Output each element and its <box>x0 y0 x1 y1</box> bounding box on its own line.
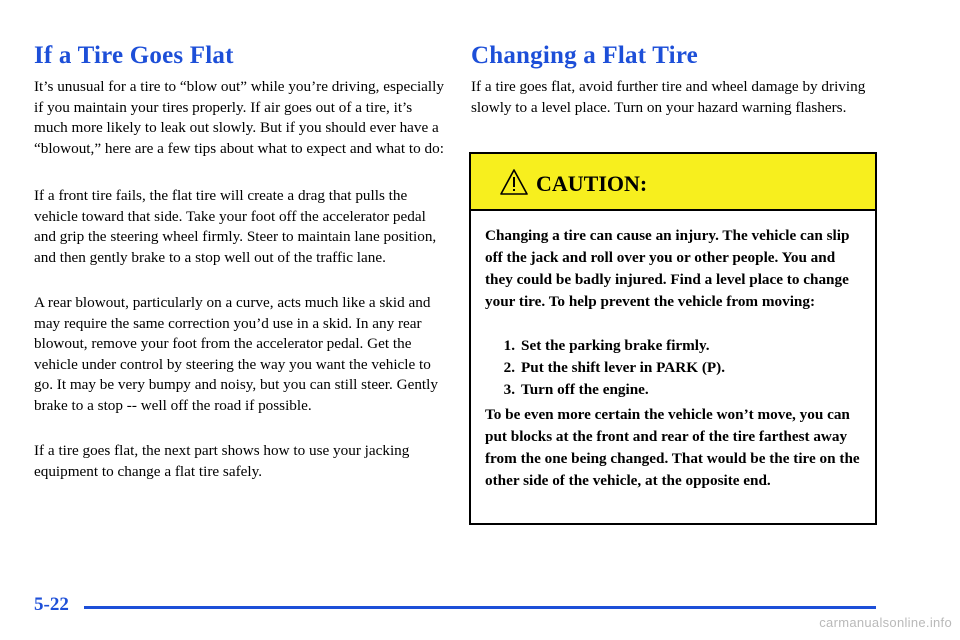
step-number: 2. <box>503 359 515 376</box>
watermark: carmanualsonline.info <box>819 615 952 630</box>
list-item <box>493 379 853 401</box>
footer-rule <box>84 606 876 609</box>
step-number: 3. <box>503 381 515 398</box>
caution-text-blocks: To be even more certain the vehicle won’t move, you can put blocks at the front and rear of the tire farthest away from the one being changed. That would be the tire on the other side of the vehicle, at the opposite end. <box>485 406 860 489</box>
paragraph-rear-blowout: A rear blowout, particularly on a curve, acts much like a skid and may require the same correction you’d use in a skid. In any rear blowout, remove your foot from the accelerator pedal. Get the vehicle under control by steering the way you want the vehicle to go. It may be very bumpy and noisy, but you can still steer. Gently brake to a stop -- well off the road if possible. <box>34 294 438 414</box>
paragraph-front-tire: If a front tire fails, the flat tire will create a drag that pulls the vehicle toward that side. Take your foot off the accelerator pedal and grip the steering wheel firmly. Steer to maintain lane position, and then gently brake to a stop well out of the traffic lane. <box>34 187 437 266</box>
caution-header <box>471 154 875 211</box>
step-text: Set the parking brake firmly. <box>521 337 710 354</box>
section-title-changing-a-flat-tire: Changing a Flat Tire <box>471 42 698 69</box>
step-text: Turn off the engine. <box>521 381 649 398</box>
section-title-if-a-tire-goes-flat: If a Tire Goes Flat <box>34 42 234 69</box>
step-text: Put the shift lever in PARK (P). <box>521 359 726 376</box>
page-number: 5-22 <box>34 594 69 615</box>
caution-title: CAUTION: <box>536 171 648 196</box>
caution-text-injury: Changing a tire can cause an injury. The vehicle can slip off the jack and roll over you or other people. You and they could be badly injured. Find a level place to change your tire. To help prevent the vehicle from moving: <box>485 227 850 310</box>
paragraph-blowout-intro: It’s unusual for a tire to “blow out” while you’re driving, especially if you maintain your tires properly. If air goes out of a tire, it’s much more likely to leak out slowly. But if you should ever have a “blowout,” here are a few tips about what to expect and what to do: <box>34 78 444 157</box>
list-item <box>493 335 853 357</box>
paragraph-changing-intro: If a tire goes flat, avoid further tire and wheel damage by driving slowly to a level place. Turn on your hazard warning flashers. <box>471 78 866 116</box>
caution-steps-list <box>493 335 853 401</box>
step-number: 1. <box>503 337 515 354</box>
warning-triangle-icon <box>499 168 529 196</box>
paragraph-next-part: If a tire goes flat, the next part shows how to use your jacking equipment to change a flat tire safely. <box>34 442 410 480</box>
list-item <box>493 357 853 379</box>
caution-box <box>469 152 877 525</box>
